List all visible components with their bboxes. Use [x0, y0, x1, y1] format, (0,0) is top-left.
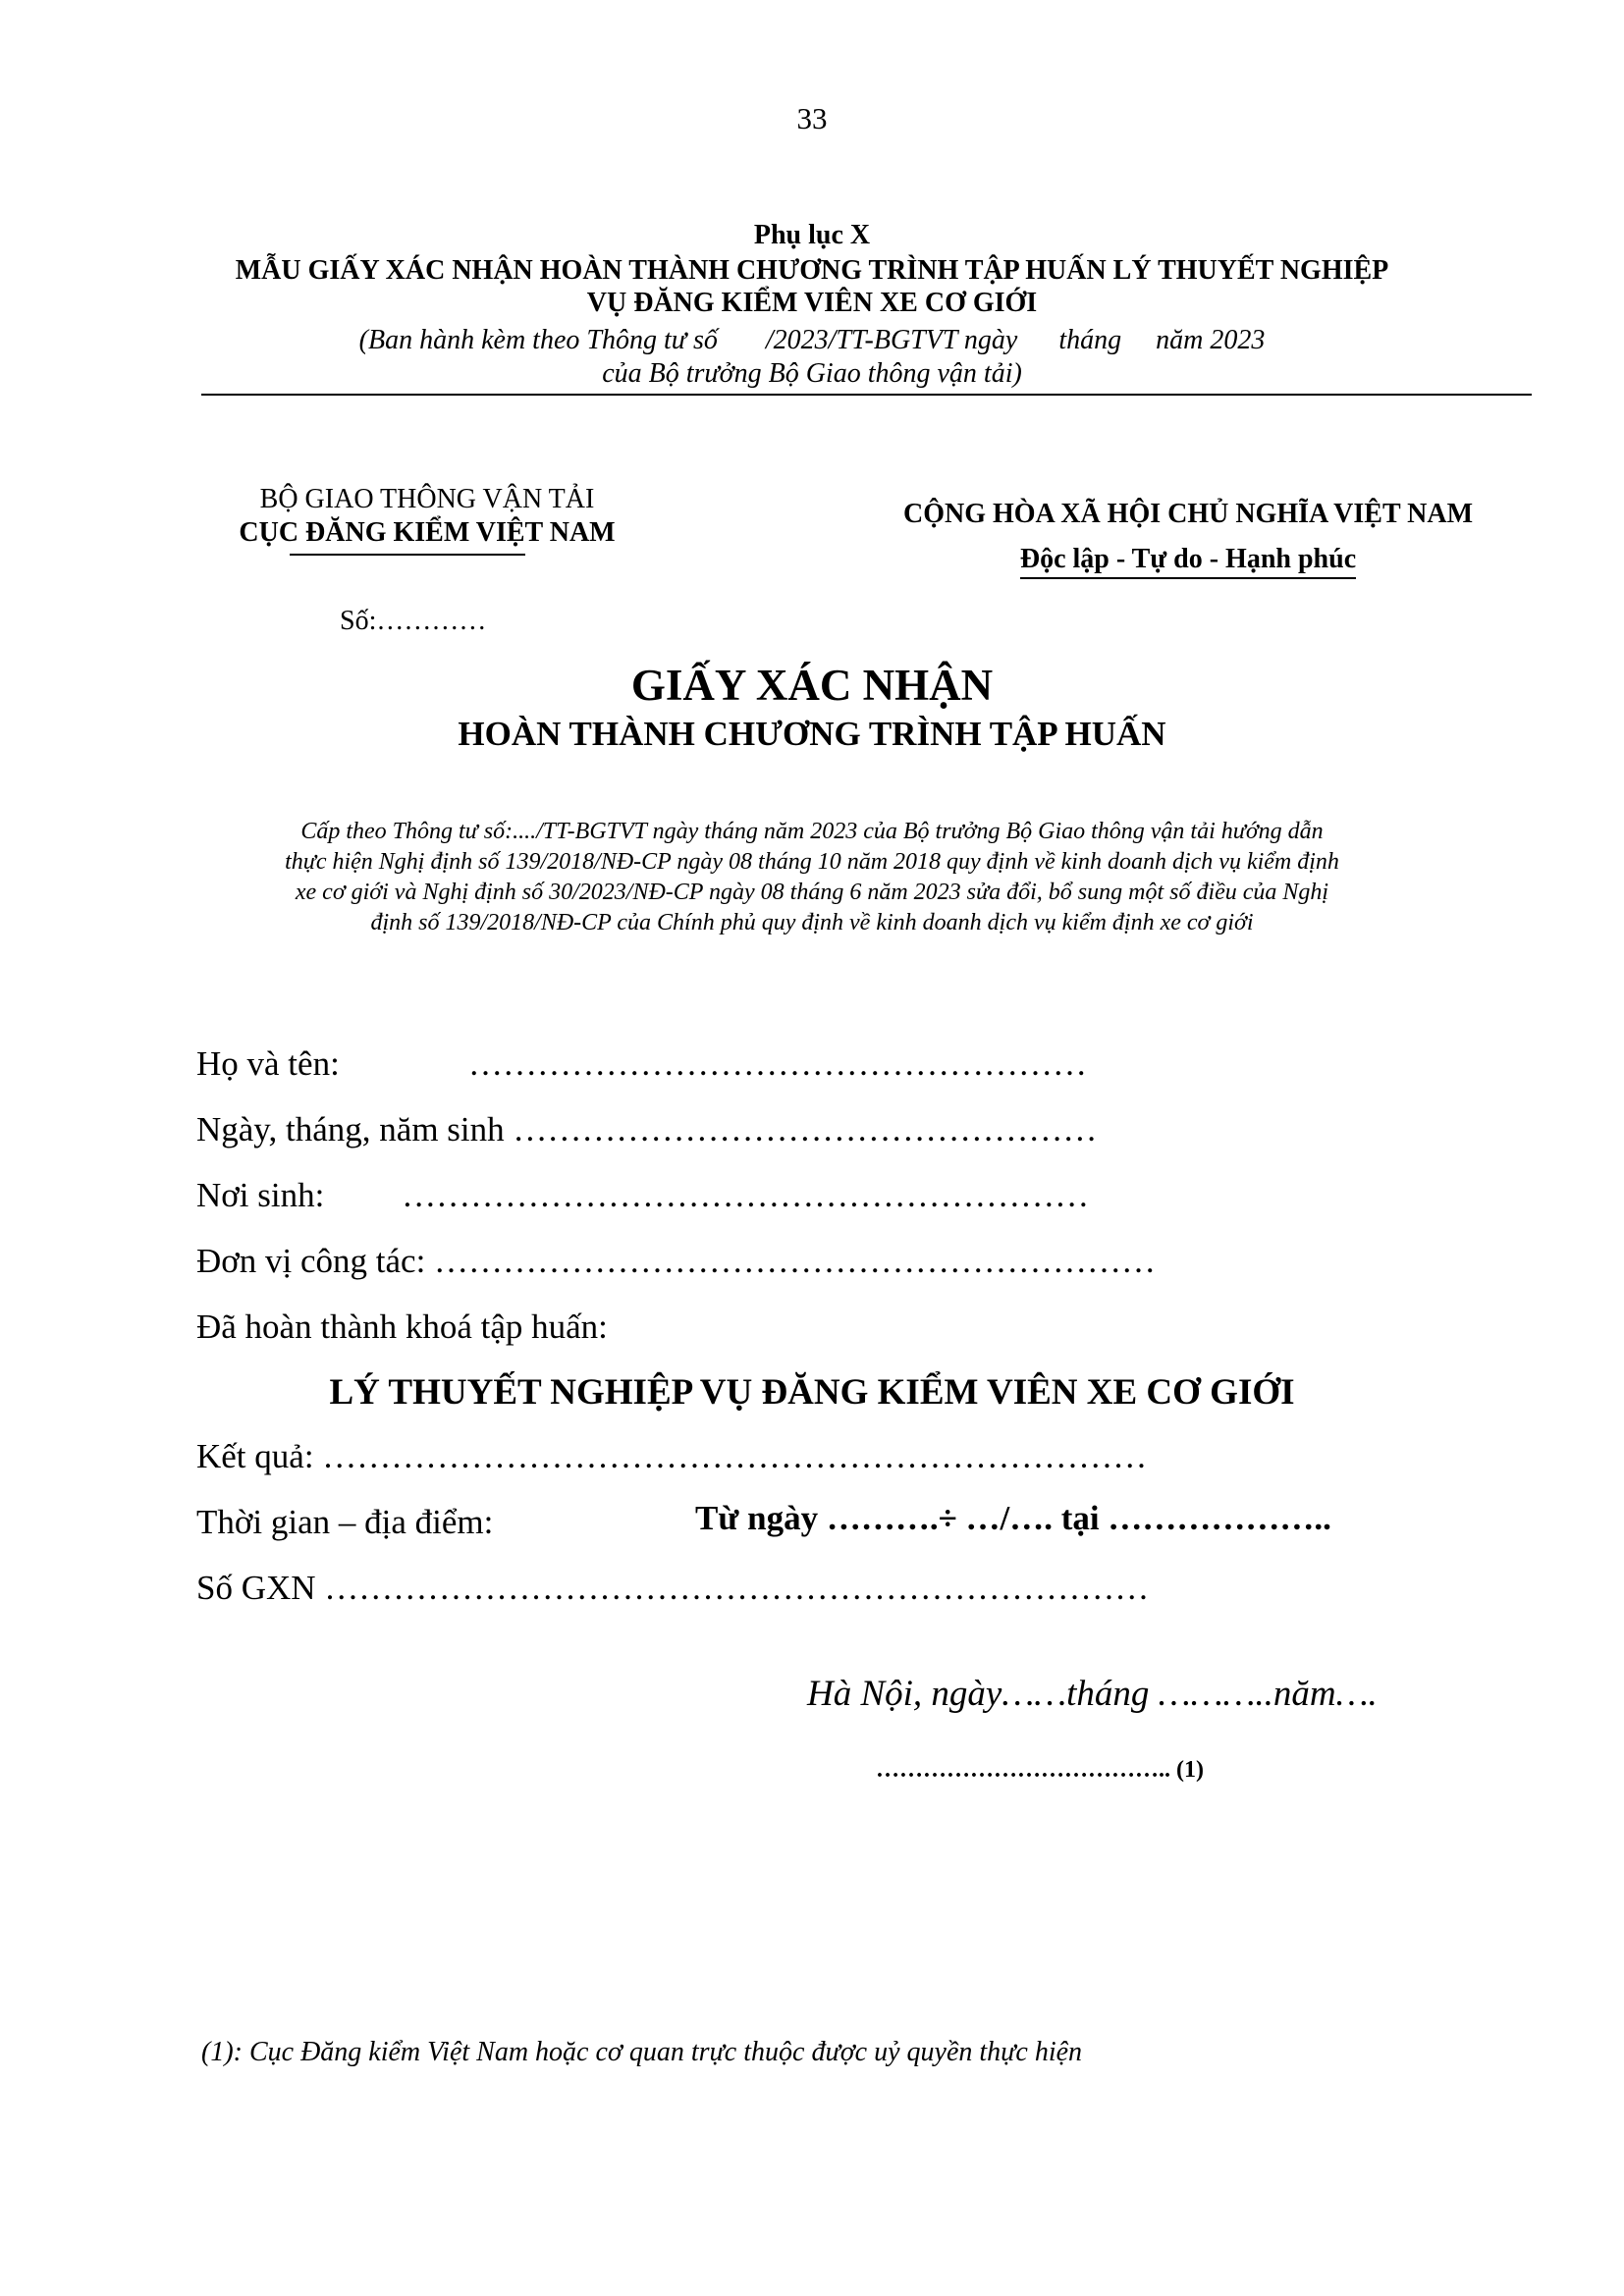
completed-course-label: Đã hoàn thành khoá tập huấn:: [196, 1308, 608, 1346]
legal-basis-line: thực hiện Nghị định số 139/2018/NĐ-CP ngày 08 tháng 10 năm 2018 quy định về kinh doanh dịch vụ kiểm định: [285, 849, 1339, 875]
legal-basis-line: Cấp theo Thông tư số:..../TT-BGTVT ngày tháng năm 2023 của Bộ trưởng Bộ Giao thông vận tải hướng dẫn: [300, 819, 1324, 844]
ministry-name: BỘ GIAO THÔNG VẬN TẢI: [259, 484, 595, 514]
work-unit-field: Đơn vị công tác: ………………………………………………………: [196, 1242, 1157, 1280]
motto-container: [825, 544, 1551, 575]
document-number: Số:…………: [340, 606, 487, 636]
footnote: (1): Cục Đăng kiểm Việt Nam hoặc cơ quan trực thuộc được uỷ quyền thực hiện: [201, 2037, 1083, 2067]
appendix-subtitle-line1: MẪU GIẤY XÁC NHẬN HOÀN THÀNH CHƯƠNG TRÌNH TẬP HUẤN LÝ THUYẾT NGHIỆP: [235, 255, 1389, 286]
course-name: LÝ THUYẾT NGHIỆP VỤ ĐĂNG KIỂM VIÊN XE CƠ GIỚI: [329, 1372, 1295, 1413]
appendix-subtitle-line2: VỤ ĐĂNG KIỂM VIÊN XE CƠ GIỚI: [586, 288, 1038, 318]
result-field: Kết quả: ………………………………………………………………: [196, 1437, 1148, 1475]
agency-underline: [290, 554, 525, 556]
appendix-issued-line1: (Ban hành kèm theo Thông tư số /2023/TT-BGTVT ngày tháng năm 2023: [358, 325, 1266, 355]
place-date: Hà Nội, ngày……tháng ………..năm….: [807, 1674, 1378, 1714]
legal-basis-line: định số 139/2018/NĐ-CP của Chính phủ quy định về kinh doanh dịch vụ kiểm định xe cơ giới: [370, 910, 1254, 935]
document-subtitle: HOÀN THÀNH CHƯƠNG TRÌNH TẬP HUẤN: [458, 715, 1166, 753]
date-of-birth-field: Ngày, tháng, năm sinh ……………………………………………: [196, 1110, 1098, 1148]
appendix-issued-line2: của Bộ trưởng Bộ Giao thông vận tải): [602, 358, 1022, 389]
signer-line: ……………………………….. (1): [876, 1757, 1204, 1783]
republic-name: CỘNG HÒA XÃ HỘI CHỦ NGHĨA VIỆT NAM: [902, 499, 1474, 529]
time-location-value: Từ ngày ……….÷ …/…. tại ………………..: [695, 1499, 1331, 1537]
document-title: GIẤY XÁC NHẬN: [630, 661, 994, 710]
place-of-birth-field: Nơi sinh: ……………………………………………………: [196, 1176, 1090, 1214]
time-location-label: Thời gian – địa điểm:: [196, 1503, 494, 1541]
full-name-field: Họ và tên: ………………………………………………: [196, 1044, 1088, 1083]
header-divider: [201, 394, 1532, 396]
legal-basis-line: xe cơ giới và Nghị định số 30/2023/NĐ-CP ngày 08 tháng 6 năm 2023 sửa đổi, bổ sung một số điều của Nghị: [295, 880, 1329, 905]
national-motto: Độc lập - Tự do - Hạnh phúc: [1020, 544, 1356, 579]
appendix-title: Phụ lục X: [753, 220, 871, 250]
certificate-number-field: Số GXN ………………………………………………………………: [196, 1569, 1150, 1607]
page-number: 33: [796, 101, 828, 135]
agency-name: CỤC ĐĂNG KIỂM VIỆT NAM: [239, 517, 616, 548]
